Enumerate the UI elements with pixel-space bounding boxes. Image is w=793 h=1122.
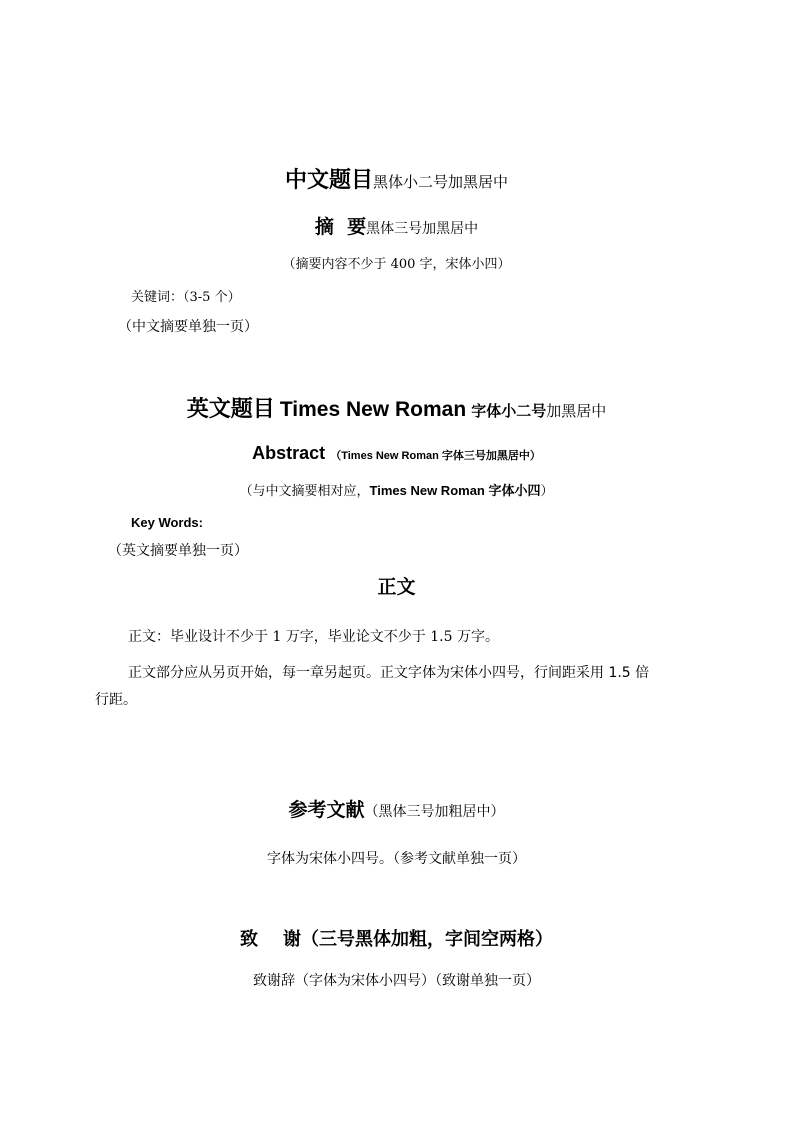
acknowledgement-title: 致 谢 — [239, 929, 302, 950]
en-abstract-heading — [0, 443, 793, 465]
body-paragraph-2-line-2: 行距。 — [95, 692, 137, 708]
en-title-en: Times New Roman — [279, 398, 467, 421]
acknowledgement-note: （三号黑体加粗，字间空两格） — [301, 929, 554, 950]
cn-abstract-note: 黑体三号加黑居中 — [366, 221, 479, 237]
references-title: 参考文献 — [288, 799, 365, 821]
en-title — [0, 397, 793, 423]
references-note: （黑体三号加粗居中） — [364, 804, 505, 820]
body-heading: 正文 — [377, 576, 416, 598]
cn-abstract-heading — [0, 216, 793, 239]
cn-keywords: 关键词：（3-5 个） — [131, 290, 241, 305]
en-title-note-bold: 字体小二号 — [471, 402, 547, 420]
acknowledgement-heading — [0, 929, 793, 951]
cn-title-note: 黑体小二号加黑居中 — [373, 173, 509, 191]
cn-title-main: 中文题目 — [284, 168, 373, 193]
references-content: 字体为宋体小四号。（参考文献单独一页） — [267, 851, 526, 867]
acknowledgement-content: 致谢辞（字体为宋体小四号）（致谢单独一页） — [253, 973, 540, 989]
references-heading — [0, 799, 793, 822]
cn-title — [0, 168, 793, 194]
en-abstract-content-post: ） — [540, 484, 554, 499]
en-abstract-content-bold: Times New Roman 字体小四 — [369, 483, 541, 498]
en-abstract-content-pre: （与中文摘要相对应， — [239, 484, 370, 499]
body-paragraph-1: 正文：毕业设计不少于 1 万字，毕业论文不少于 1.5 万字。 — [128, 629, 499, 645]
en-title-note: 加黑居中 — [546, 402, 607, 420]
en-separate-page-note: （英文摘要单独一页） — [108, 543, 248, 559]
cn-abstract-content: （摘要内容不少于 400 字，宋体小四） — [282, 257, 511, 272]
en-abstract-content — [0, 483, 793, 500]
body-paragraph-2-line-1: 正文部分应从另页开始，每一章另起页。正文字体为宋体小四号，行间距采用 1.5 倍 — [128, 665, 650, 681]
cn-separate-page-note: （中文摘要单独一页） — [118, 319, 258, 335]
en-abstract-title: Abstract — [252, 443, 326, 463]
en-title-cn: 英文题目 — [186, 397, 275, 422]
en-abstract-note: （Times New Roman 字体三号加黑居中） — [330, 450, 541, 462]
en-keywords: Key Words: — [131, 515, 203, 530]
cn-abstract-title: 摘 要 — [314, 216, 367, 238]
